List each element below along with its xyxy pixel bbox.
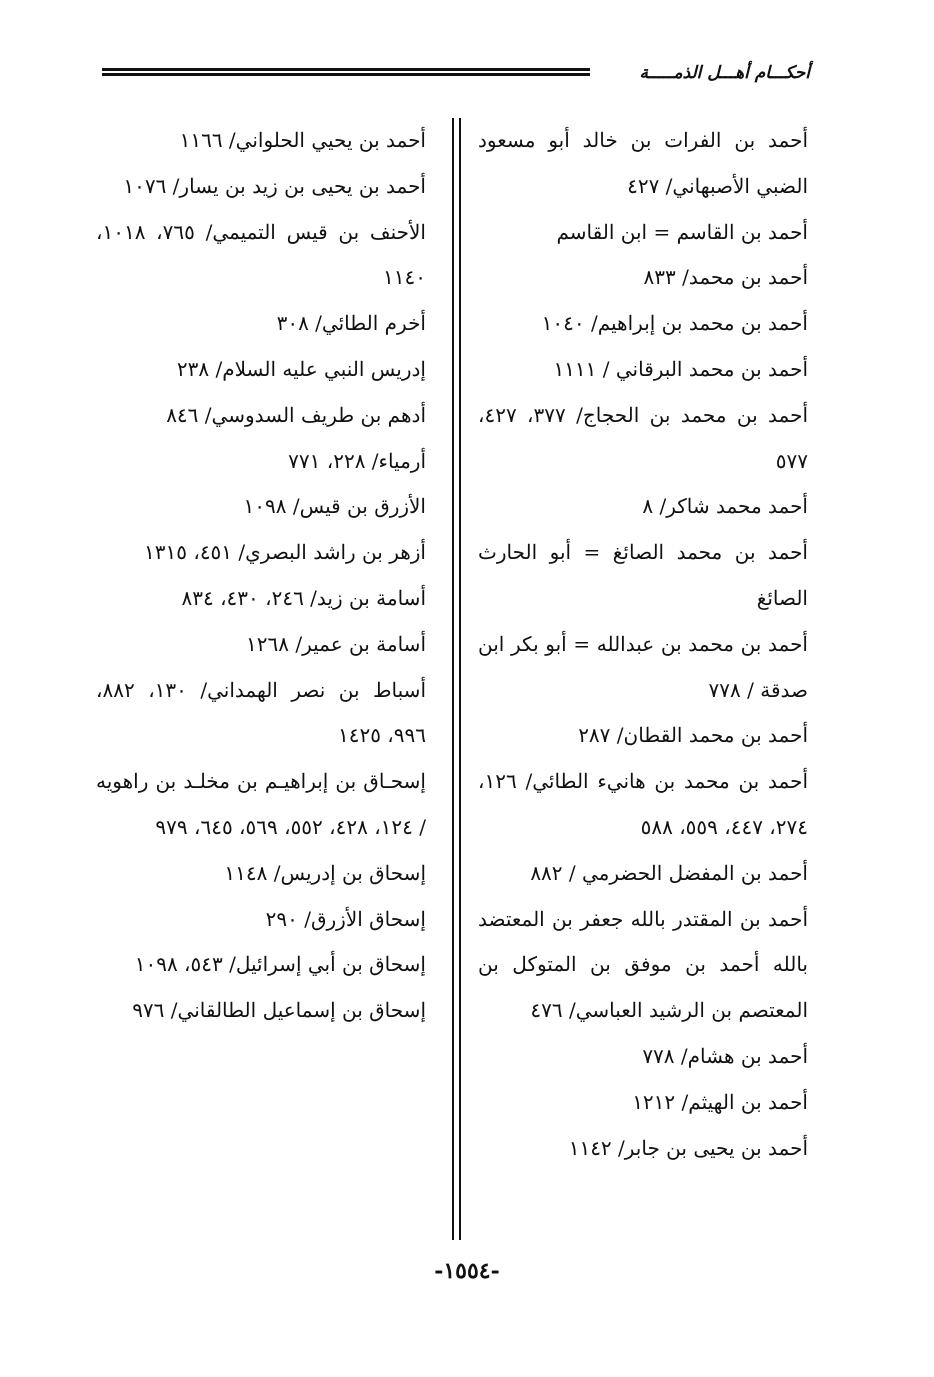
index-entry: أحمد بن الهيثم/ ١٢١٢: [632, 1089, 808, 1114]
index-entry: أدهم بن طريف السدوسي/ ٨٤٦: [166, 402, 426, 427]
index-entry: أسامة بن زيد/ ٢٤٦، ٤٣٠، ٨٣٤: [181, 585, 426, 610]
index-entry: أحمد بن محمد بن هانيء الطائي/ ١٢٦، ٢٧٤، ٤٤٧، ٥٥٩، ٥٨٨: [478, 769, 808, 839]
index-entry: أحمد بن القاسم = ابن القاسم: [556, 219, 808, 244]
index-column-left: [96, 118, 426, 1034]
index-entry: أخرم الطائي/ ٣٠٨: [276, 311, 426, 336]
index-entry: أحمد بن محمد/ ٨٣٣: [643, 265, 808, 290]
index-column-right: [478, 118, 808, 1171]
index-entry: إسحاق الأزرق/ ٢٩٠: [265, 906, 426, 931]
page-number: -١٥٥٤-: [434, 1258, 500, 1284]
index-entry: إسحـاق بن إبراهيـم بن مخلـد بن راهويه / ١٢٤، ٤٢٨، ٥٥٢، ٥٦٩، ٦٤٥، ٩٧٩: [96, 769, 426, 839]
index-entry: أحمد بن محمد بن الحجاج/ ٣٧٧، ٤٢٧، ٥٧٧: [478, 402, 808, 473]
index-entry: أحمد بن محمد البرقاني / ١١١١: [553, 356, 808, 381]
index-entry: إسحاق بن إدريس/ ١١٤٨: [224, 860, 426, 885]
index-entry: أحمد بن يحيى بن زيد بن يسار/ ١٠٧٦: [123, 173, 426, 198]
index-entry: أحمد بن يحيى بن جابر/ ١١٤٢: [568, 1135, 808, 1160]
column-divider: [452, 118, 461, 1240]
index-entry: أحمد بن محمد الصائغ = أبو الحارث الصائغ: [478, 540, 808, 610]
header-double-rule: [102, 68, 590, 76]
index-entry: إسحاق بن إسماعيل الطالقاني/ ٩٧٦: [132, 998, 426, 1023]
running-header-title: أحكـــام أهـــل الذمـــــة: [639, 63, 810, 83]
index-entry: أرمياء/ ٢٢٨، ٧٧١: [288, 448, 426, 473]
index-entry: إدريس النبي عليه السلام/ ٢٣٨: [176, 356, 426, 381]
index-entry: أسباط بن نصر الهمداني/ ١٣٠، ٨٨٢، ٩٩٦، ١٤٢٥: [96, 677, 426, 748]
index-entry: الأحنف بن قيس التميمي/ ٧٦٥، ١٠١٨، ١١٤٠: [96, 219, 426, 290]
index-entry: أحمد بن هشام/ ٧٧٨: [642, 1043, 808, 1068]
index-entry: أحمد بن محمد القطان/ ٢٨٧: [578, 723, 808, 748]
index-entry: أحمد محمد شاكر/ ٨: [642, 494, 808, 519]
index-entry: إسحاق بن أبي إسرائيل/ ٥٤٣، ١٠٩٨: [134, 952, 426, 977]
index-entry: أحمد بن يحيي الحلواني/ ١١٦٦: [179, 128, 426, 152]
index-entry: أحمد بن المقتدر بالله جعفر بن المعتضد بالله أحمد بن موفق بن المتوكل بن المعتصم بن الرشيد العباسي/ ٤٧٦: [478, 906, 808, 1023]
index-entry: الأزرق بن قيس/ ١٠٩٨: [243, 494, 426, 519]
index-entry: أسامة بن عمير/ ١٢٦٨: [246, 631, 426, 656]
index-entry: أزهر بن راشد البصري/ ٤٥١، ١٣١٥: [144, 540, 426, 565]
index-entry: أحمد بن المفضل الحضرمي / ٨٨٢: [530, 860, 808, 885]
index-entry: أحمد بن محمد بن إبراهيم/ ١٠٤٠: [541, 311, 808, 336]
index-entry: أحمد بن الفرات بن خالد أبو مسعود الضبي الأصبهاني/ ٤٢٧: [478, 128, 808, 198]
index-entry: أحمد بن محمد بن عبدالله = أبو بكر ابن صدقة / ٧٧٨: [478, 631, 808, 702]
